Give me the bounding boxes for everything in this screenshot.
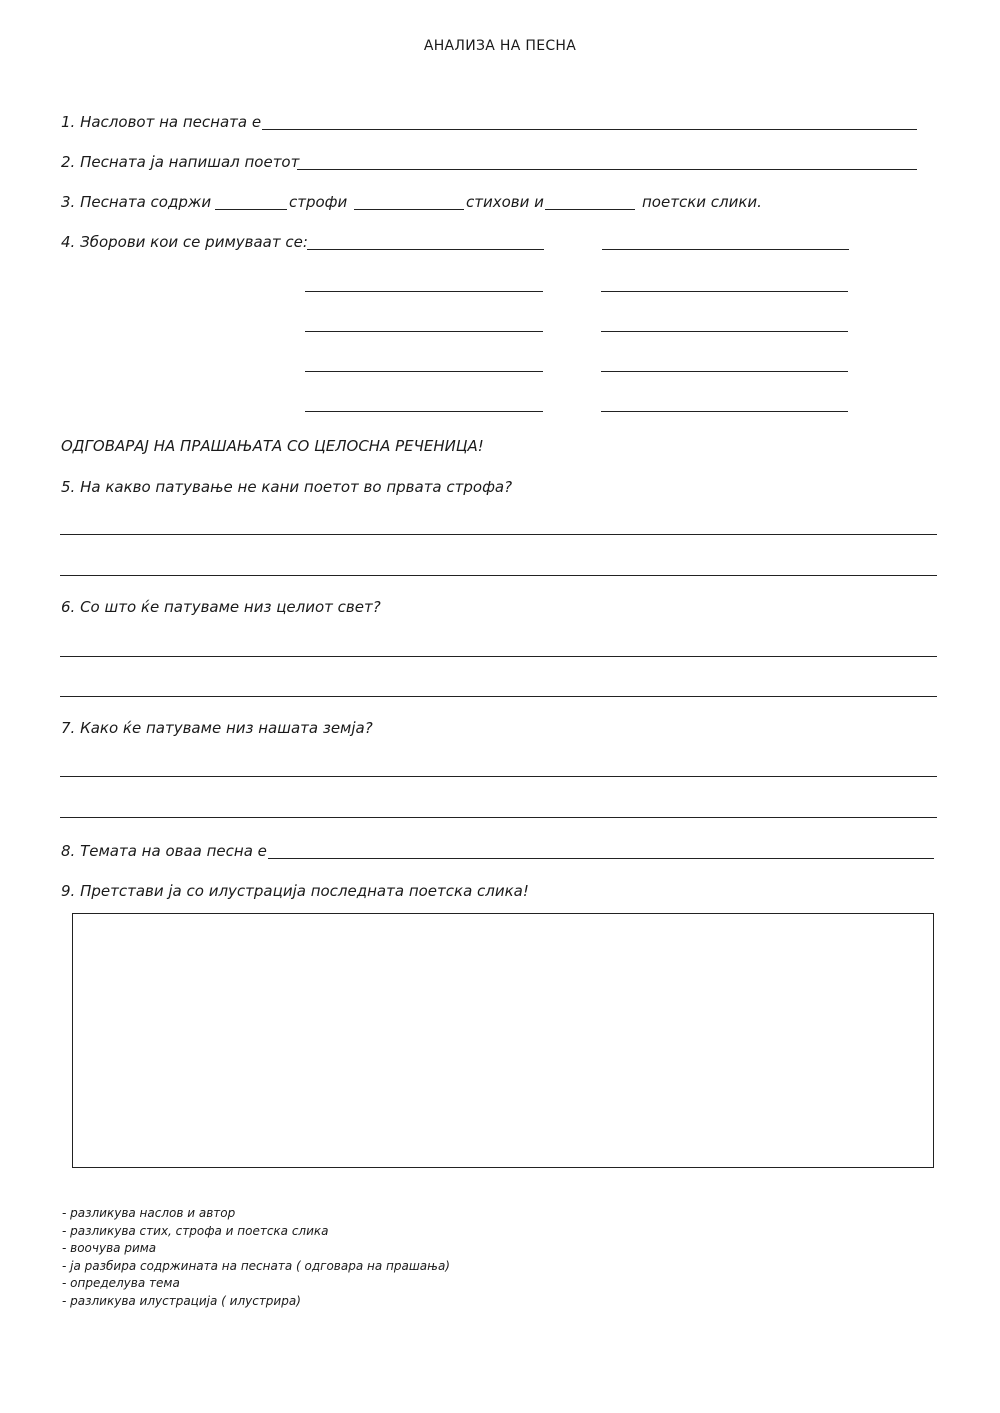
answer-blank-verses[interactable]: [354, 209, 464, 210]
question-4: 4. Зборови кои се римуваат се:: [61, 233, 308, 251]
goal-item: - определува тема: [62, 1276, 180, 1290]
rhyme-line-right[interactable]: [601, 411, 848, 412]
illustration-box[interactable]: [72, 913, 934, 1168]
rhyme-line-left[interactable]: [305, 291, 543, 292]
answer-line-q2[interactable]: [297, 169, 917, 170]
rhyme-line-left[interactable]: [305, 411, 543, 412]
question-3-part-4: поетски слики.: [642, 193, 762, 211]
question-2: 2. Песната ја напишал поетот: [61, 153, 300, 171]
rhyme-line-left[interactable]: [307, 249, 544, 250]
question-1: 1. Насловот на песната е: [61, 113, 262, 131]
page-title: АНАЛИЗА НА ПЕСНА: [423, 38, 577, 54]
question-8: 8. Темата на оваа песна е: [61, 842, 267, 860]
answer-line-q5[interactable]: [60, 575, 937, 576]
answer-line-q8[interactable]: [268, 858, 934, 859]
goal-item: - воочува рима: [62, 1241, 157, 1255]
rhyme-line-left[interactable]: [305, 371, 543, 372]
question-3-part-3: стихови и: [466, 193, 544, 211]
answer-blank-images[interactable]: [545, 209, 635, 210]
answer-line-q7[interactable]: [60, 817, 937, 818]
question-5: 5. На какво патување не кани поетот во првата строфа?: [61, 478, 513, 496]
answer-line-q6[interactable]: [60, 696, 937, 697]
question-9: 9. Претстави ја со илустрација последната поетска слика!: [61, 882, 529, 900]
goal-item: - разликува наслов и автор: [62, 1206, 236, 1220]
rhyme-line-right[interactable]: [601, 291, 848, 292]
goal-item: - разликува стих, строфа и поетска слика: [62, 1223, 329, 1238]
answer-blank-stanzas[interactable]: [215, 209, 287, 210]
rhyme-line-left[interactable]: [305, 331, 543, 332]
answer-line-q6[interactable]: [60, 656, 937, 657]
rhyme-line-right[interactable]: [602, 249, 849, 250]
instruction-heading: ОДГОВАРАЈ НА ПРАШАЊАТА СО ЦЕЛОСНА РЕЧЕНИЦА!: [61, 437, 484, 455]
question-3-part-1: 3. Песната содржи: [61, 193, 212, 211]
rhyme-line-right[interactable]: [601, 371, 848, 372]
answer-line-q1[interactable]: [262, 129, 917, 130]
question-6: 6. Со што ќе патуваме низ целиот свет?: [61, 598, 381, 616]
answer-line-q7[interactable]: [60, 776, 937, 777]
goal-item: - разликува илустрација ( илустрира): [62, 1293, 301, 1308]
answer-line-q5[interactable]: [60, 534, 937, 535]
rhyme-line-right[interactable]: [601, 331, 848, 332]
learning-goals: [62, 1205, 450, 1310]
question-7: 7. Како ќе патуваме низ нашата земја?: [61, 719, 373, 737]
goal-item: - ја разбира содржината на песната ( одговара на прашања): [62, 1258, 450, 1273]
question-3-part-2: строфи: [289, 193, 348, 211]
